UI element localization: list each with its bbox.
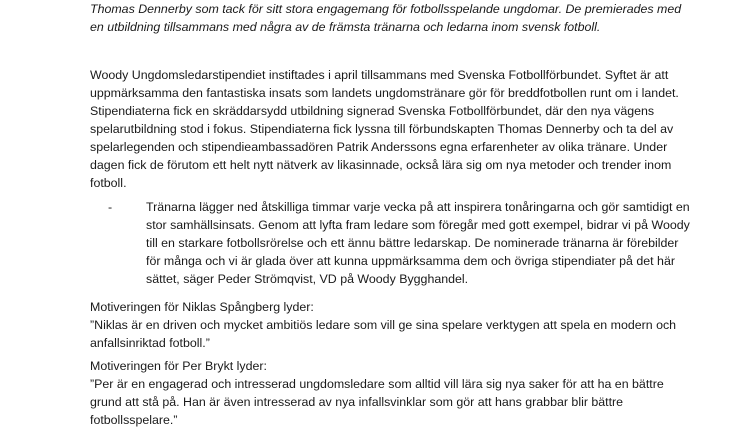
motivation-per bbox=[90, 357, 696, 429]
motivation-heading: Motiveringen för Niklas Spångberg lyder: bbox=[90, 300, 314, 314]
body-paragraph-stipend: Woody Ungdomsledarstipendiet instiftades i april tillsammans med Svenska Fotbollförbundet. Syftet är att uppmärksamma den fantastiska insats som landets ungdomstränare gör för breddfotbollen runt om i landet. Stipendiaterna fick en skräddarsydd utbildning signerad Svenska Fotbollförbundet, där den nya vägens spelarutbildning stod i fokus. Stipendiaterna fick lyssna till förbundskapten Thomas Dennerby och ta del av spelarlegenden och stipendieambassadören Patrik Anderssons egna erfarenheter av olika tränare. Under dagen fick de förutom ett helt nytt nätverk av likasinnade, också lära sig om nya metoder och trender inom fotboll. bbox=[90, 68, 679, 190]
motivation-text: ”Per är en engagerad och intresserad ungdomsledare som alltid vill lära sig nya saker för att ha en bättre grund att stå på. Han är även intresserad av nya infallsvinklar som gör att hans grabbar blir bättre fotbollsspelare.” bbox=[90, 377, 664, 427]
list-dash-marker: - bbox=[108, 200, 113, 214]
quote-list-item bbox=[108, 198, 696, 288]
motivation-niklas bbox=[90, 298, 696, 352]
motivation-text: ”Niklas är en driven och mycket ambitiös ledare som vill ge sina spelare verktygen att spela en modern och anfallsinriktad fotboll.” bbox=[90, 318, 677, 350]
quote-paragraph: Tränarna lägger ned åtskilliga timmar varje vecka på att inspirera tonåringarna och gör samtidigt en stor samhällsinsats. Genom att lyfta fram ledare som föregår med gott exempel, bidrar vi på Woody till en starkare fotbollsrörelse och ett ännu bättre ledarskap. De nominerade tränarna är förebilder för många och vi är glada över att kunna uppmärksamma dem och övriga stipendiater på det här sättet, säger Peder Strömqvist, VD på Woody Bygghandel. bbox=[146, 200, 690, 286]
motivation-heading: Motiveringen för Per Brykt lyder: bbox=[90, 359, 267, 373]
intro-paragraph: Thomas Dennerby som tack för sitt stora engagemang för fotbollsspelande ungdomar. De premierades med en utbildning tillsammans med några av de främsta tränarna och ledarna inom svensk fotboll. bbox=[90, 2, 682, 34]
